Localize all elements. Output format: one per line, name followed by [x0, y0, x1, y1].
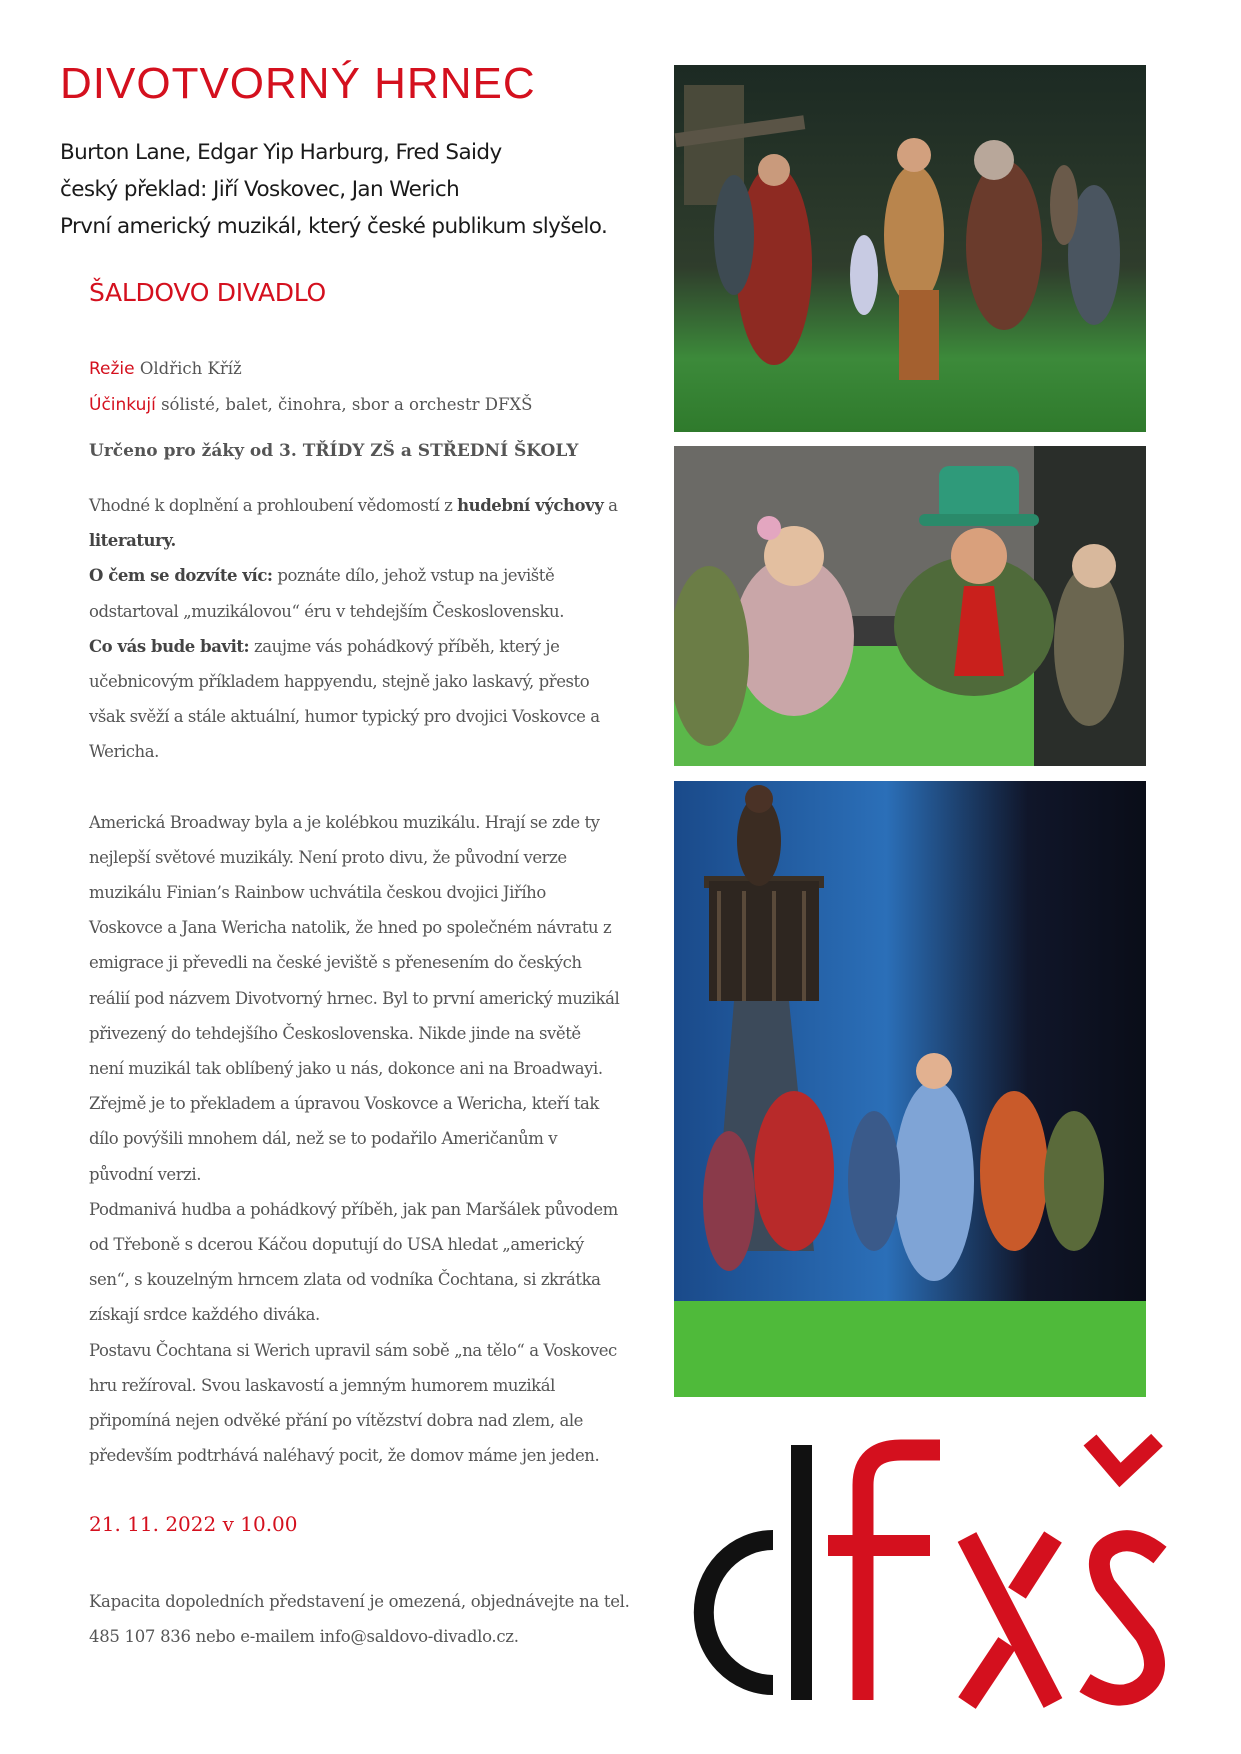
fun-paragraph: [89, 629, 620, 770]
cast-label: Účinkují: [89, 395, 156, 415]
article-paragraph: Zřejmě je to překladem a úpravou Voskovce a Wericha, kteří tak dílo povýšili mnohem dál, než se to podařilo Američanům v původní verzi.: [89, 1094, 599, 1184]
learn-label: O čem se dozvíte víc:: [89, 566, 273, 586]
learn-paragraph: [89, 558, 620, 628]
stage-photo-children: [674, 446, 1146, 766]
tagline: První americký muzikál, který české publikum slyšelo.: [60, 214, 608, 239]
article-paragraph: Podmanivá hudba a pohádkový příběh, jak pan Maršálek původem od Třeboně s dcerou Káčou doputují do USA hledat „americký sen“, s kouzelným hrncem zlata od vodníka Čochtana, si zkrátka získají srdce každého diváka.: [89, 1199, 618, 1325]
translation-line: český překlad: Jiří Voskovec, Jan Werich: [60, 177, 460, 202]
subtitle-block: [60, 134, 660, 245]
contact-info: Kapacita dopoledních představení je omezená, objednávejte na tel. 485 107 836 nebo e-mailem info@saldovo-divadlo.cz.: [89, 1592, 630, 1646]
stage-photo-ensemble: [674, 781, 1146, 1397]
description: [89, 488, 620, 1473]
learn-text: poznáte dílo, jehož vstup na jeviště odstartoval „muzikálovou“ éru v tehdejším Československu.: [89, 566, 565, 621]
fun-text: zaujme vás pohádkový příběh, který je učebnicovým příkladem happyendu, stejně jako laskavý, přesto však svěží a stále aktuální, humor typický pro dvojici Voskovce a Wericha.: [89, 636, 600, 762]
intro-subject-music: hudební výchovy: [457, 496, 604, 515]
dfxs-logo: [665, 1425, 1225, 1729]
intro-subject-literature: literatury.: [89, 531, 176, 551]
authors-line: Burton Lane, Edgar Yip Harburg, Fred Saidy: [60, 140, 502, 165]
intro-text: Vhodné k doplnění a prohloubení vědomostí z: [89, 496, 453, 515]
article-paragraph: Americká Broadway byla a je kolébkou muzikálu. Hrají se zde ty nejlepší světové muzikály. Není proto divu, že původní verze muzikálu Finian’s Rainbow uchvátila českou dvojici Jiřího Voskovce a Jana Wericha natolik, že hned po společném návratu z emigrace ji převedli na české jeviště s přenesením do českých reálií pod názvem Divotvorný hrnec. Byl to první americký muzikál přivezený do tehdejšího Československa. Nikde jinde na světě není muzikál tak oblíbený jako u nás, dokonce ani na Broadwayi.: [89, 812, 620, 1079]
performance-date: 21. 11. 2022 v 10.00: [89, 1512, 298, 1536]
audience-line: Určeno pro žáky od 3. TŘÍDY ZŠ a STŘEDNÍ ŠKOLY: [89, 441, 579, 461]
article-paragraph: Postavu Čochtana si Werich upravil sám sobě „na tělo“ a Voskovec hru režíroval. Svou laskavostí a jemným humorem muzikál připomíná nejen odvěké přání po vítězství dobra nad zlem, ale především podtrhává naléhavý pocit, že domov máme jen jeden.: [89, 1340, 617, 1466]
intro-paragraph: [89, 488, 620, 558]
direction-row: [89, 351, 532, 387]
intro-conjunction: a: [608, 496, 618, 515]
stage-photo-dance: [674, 65, 1146, 432]
cast-value: sólisté, balet, činohra, sbor a orchestr DFXŠ: [161, 395, 533, 414]
page-title: DIVOTVORNÝ HRNEC: [60, 59, 536, 108]
fun-label: Co vás bude bavit:: [89, 636, 250, 656]
venue-heading: ŠALDOVO DIVADLO: [89, 278, 326, 307]
cast-row: [89, 387, 532, 423]
direction-label: Režie: [89, 359, 135, 379]
credits: [89, 351, 532, 423]
direction-value: Oldřich Kříž: [139, 359, 242, 378]
